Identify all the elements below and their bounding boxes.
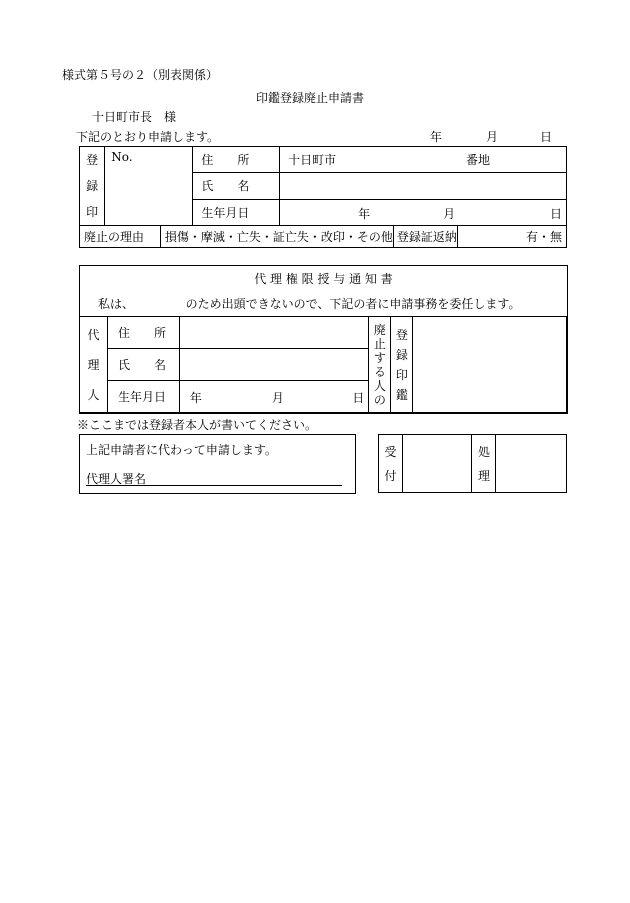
date-month-label: 月: [486, 130, 499, 144]
reason-label: 廃止の理由: [80, 226, 161, 248]
birth-field[interactable]: [280, 199, 567, 225]
processed-label: 処 理: [472, 435, 496, 493]
address-prefix: 十日町市: [288, 153, 337, 168]
agent-signature-line[interactable]: [86, 485, 342, 486]
birth-year-label: 年: [358, 206, 371, 221]
seal-number-cell[interactable]: [105, 147, 193, 226]
registered-seal-label: 登 録 印 鑑: [391, 317, 413, 413]
received-label: 受 付: [379, 435, 403, 493]
received-field[interactable]: [402, 435, 472, 493]
intro-text: 下記のとおり申請します。: [76, 130, 220, 144]
birth-day-label: 日: [549, 206, 562, 221]
agent-address-field[interactable]: [179, 317, 369, 349]
office-use-table: [378, 434, 567, 493]
agent-birth-day: 日: [352, 391, 365, 405]
agent-name-label: 氏 名: [107, 349, 179, 381]
proxy-statement: [98, 295, 520, 312]
birth-month-label: 月: [443, 206, 456, 221]
processed-field[interactable]: [496, 435, 567, 493]
seal-label: 登 録 印: [80, 147, 105, 226]
application-table: [79, 146, 567, 248]
name-label: 氏 名: [193, 173, 280, 199]
seal-number-label: No.: [111, 150, 133, 164]
owner-note: ※ここまでは登録者本人が書いてください。: [77, 418, 318, 432]
date-year-label: 年: [430, 130, 443, 144]
address-suffix: 番地: [465, 153, 490, 168]
document-title: 印鑑登録廃止申請書: [256, 91, 365, 105]
agent-birth-label: 生年月日: [107, 381, 179, 413]
agent-birth-field[interactable]: [179, 381, 369, 413]
return-label: 登録証返納: [393, 226, 457, 248]
abolish-person-label: 廃 止 す る 人 の: [369, 317, 391, 413]
agent-table: [79, 316, 567, 413]
agent-address-label: 住 所: [107, 317, 179, 349]
agent-birth-month: 月: [271, 391, 284, 405]
form-number: 様式第５号の２（別表関係）: [62, 68, 219, 82]
return-options[interactable]: 有・無: [457, 226, 566, 248]
statement-body: のため出頭できないので、下記の者に申請事務を委任します。: [185, 297, 521, 311]
agent-name-field[interactable]: [179, 349, 369, 381]
address-label: 住 所: [193, 147, 280, 173]
agent-signature-label: 代理人署名: [86, 472, 147, 486]
agent-birth-year: 年: [189, 391, 202, 405]
statement-prefix: 私は、: [98, 297, 135, 311]
agent-label: 代 理 人: [80, 317, 108, 413]
reason-options[interactable]: 損傷・摩滅・亡失・証亡失・改印・その他: [160, 226, 393, 248]
name-field[interactable]: [280, 173, 567, 199]
address-field[interactable]: [280, 147, 567, 173]
date-day-label: 日: [540, 130, 553, 144]
agent-signature-text: 上記申請者に代わって申請します。: [86, 443, 277, 457]
birth-label: 生年月日: [193, 199, 280, 225]
addressee: 十日町市長 様: [92, 110, 177, 124]
registered-seal-field[interactable]: [413, 317, 567, 413]
proxy-title: 代 理 権 限 授 与 通 知 書: [254, 272, 393, 286]
